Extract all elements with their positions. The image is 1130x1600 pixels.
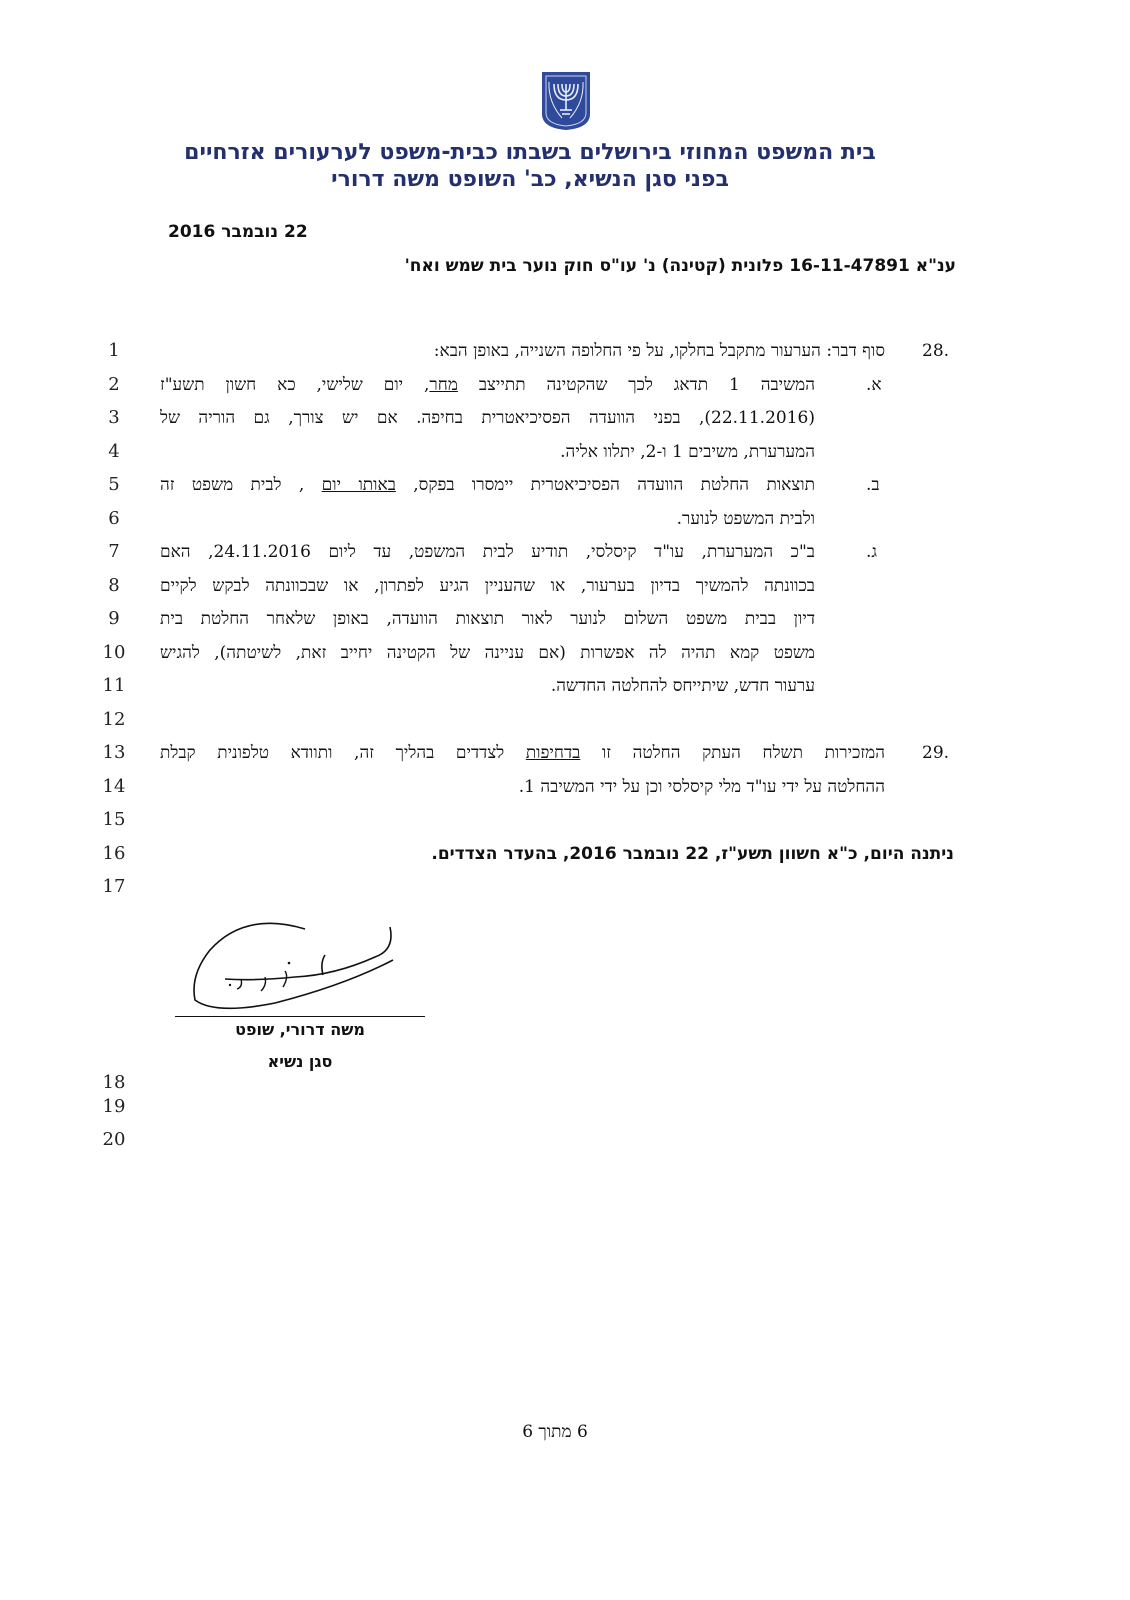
line-number: 8	[108, 575, 120, 596]
line-number: 17	[102, 876, 126, 897]
line-number: 14	[102, 776, 126, 797]
line-number: 12	[102, 709, 126, 730]
item-c-line-1: ב"כ המערערת, עו"ד קיסלסי, תודיע לבית המשפט, עד ליום 24.11.2016, האם	[160, 542, 815, 562]
item-b-line-1: תוצאות החלטת הוועדה הפסיכיאטרית יימסרו בפקס, באותו יום , לבית משפט זה	[160, 475, 815, 495]
page-number: 6 מתוך 6	[522, 1422, 588, 1442]
line-number: 16	[102, 843, 126, 864]
line-number: 13	[102, 742, 126, 763]
line-number: 20	[102, 1129, 126, 1150]
item-c-line-3: דיון בבית משפט השלום לנוער לאור תוצאות הוועדה, באופן שלאחר החלטת בית	[160, 609, 815, 629]
paragraph-29-line-2: ההחלטה על ידי עו"ד מלי קיסלסי וכן על ידי המשיבה 1.	[518, 777, 885, 797]
judge-role: סגן נשיא	[267, 1052, 333, 1071]
line-number: 11	[102, 675, 126, 696]
line-number: 7	[108, 541, 120, 562]
item-c-line-5: ערעור חדש, שיתייחס להחלטה החדשה.	[550, 676, 815, 696]
paragraph-29-line-1: המזכירות תשלח העתק החלטה זו בדחיפות לצדדים בהליך זה, ותוודא טלפונית קבלת	[160, 743, 885, 763]
judge-name: משה דרורי, שופט	[235, 1020, 365, 1039]
case-title: ענ"א 16-11-47891 פלונית (קטינה) נ' עו"ס חוק נוער בית שמש ואח'	[404, 256, 956, 276]
line-number: 1	[108, 340, 120, 361]
line-number: 4	[108, 441, 120, 462]
item-a-line-2: (22.11.2016), בפני הוועדה הפסיכיאטרית בחיפה. אם יש צורך, גם הוריה של	[160, 408, 815, 428]
item-a-line-3: המערערת, משיבים 1 ו-2, יתלוו אליה.	[560, 442, 815, 462]
signature-line	[175, 1016, 425, 1017]
item-c-line-2: בכוונתה להמשיך בדיון בערעור, או שהעניין הגיע לפתרון, או שבכוונתה לבקש לקיים	[160, 576, 815, 596]
line-number: 19	[102, 1096, 126, 1117]
item-letter-b: ב.	[866, 475, 880, 495]
line-number: 15	[102, 809, 126, 830]
line-number: 3	[108, 407, 120, 428]
line-number: 2	[108, 374, 120, 395]
item-c-line-4: משפט קמא תהיה לה אפשרות (אם עניינה של הקטינה יחייב זאת, לשיטתה), להגיש	[160, 643, 815, 663]
decision-date: 22 נובמבר 2016	[168, 222, 308, 242]
paragraph-28-intro: סוף דבר: הערעור מתקבל בחלקו, על פי החלופה השנייה, באופן הבא:	[433, 341, 885, 361]
paragraph-number: 29.	[922, 743, 950, 763]
line-number: 18	[102, 1072, 126, 1093]
item-b-line-2: ולבית המשפט לנוער.	[676, 509, 815, 529]
line-number: 5	[108, 474, 120, 495]
line-number: 10	[102, 642, 126, 663]
line-number: 9	[108, 608, 120, 629]
line-number: 6	[108, 508, 120, 529]
given-today-line: ניתנה היום, כ"א חשוון תשע"ז, 22 נובמבר 2016, בהעדר הצדדים.	[431, 844, 954, 864]
state-emblem-icon	[540, 70, 592, 132]
paragraph-number: 28.	[922, 341, 950, 361]
judge-panel-line: בפני סגן הנשיא, כב' השופט משה דרורי	[331, 167, 729, 192]
item-a-line-1: המשיבה 1 תדאג לכך שהקטינה תתייצב מחר, יום שלישי, כא חשון תשע"ז	[160, 375, 815, 395]
item-letter-c: ג.	[866, 542, 878, 562]
court-name-line: בית המשפט המחוזי בירושלים בשבתו כבית-משפט לערעורים אזרחיים	[184, 140, 876, 165]
handwritten-signature	[185, 915, 410, 1015]
item-letter-a: א.	[866, 375, 882, 395]
